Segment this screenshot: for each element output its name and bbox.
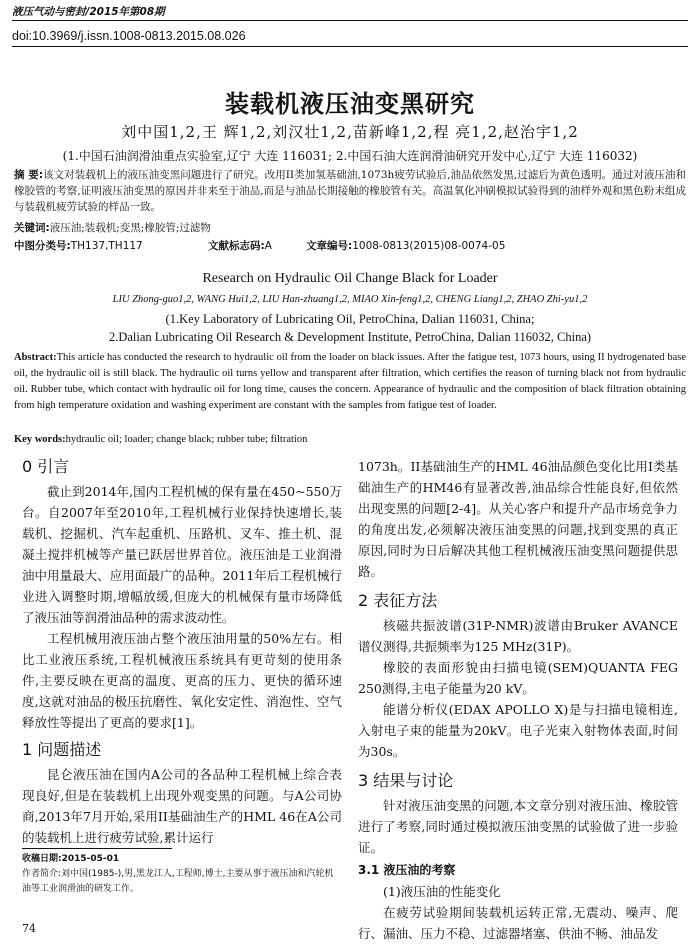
paragraph: 昆仑液压油在国内A公司的各品种工程机械上综合表现良好,但是在装载机上出现外观变黑的问题。与A公司协商,2013年7月开始,采用II基础油生产的HML 46在A公司的装载机上进行疲劳试验,累计运行 [22,767,342,845]
paragraph: (1)液压油的性能变化 [383,884,501,899]
english-keywords-text: hydraulic oil; loader; change black; rubber tube; filtration [65,434,308,445]
section-heading-0: 0 引言 [22,457,70,476]
keywords-cn-label: 关键词: [14,222,50,234]
paragraph: 能谱分析仪(EDAX APOLLO X)是与扫描电镜相连,入射电子束的能量为20kV。电子光束入射物体表面,时间为30s。 [358,702,678,759]
journal-header: 液压气动与密封/2015年第08期 [12,6,165,18]
right-column [358,456,678,944]
english-authors: LIU Zhong-guo1,2, WANG Hui1,2, LIU Han-zhuang1,2, MIAO Xin-feng1,2, CHENG Liang1,2, ZHAO Zhi-yu1,2 [112,294,588,305]
section-heading-1: 1 问题描述 [22,740,102,759]
article-no-line [306,238,505,253]
page-number: 74 [22,922,36,935]
authors-cn: 刘中国1,2,王 辉1,2,刘汉壮1,2,苗新峰1,2,程 亮1,2,赵治宇1,2 [121,123,579,141]
section-heading-2: 2 表征方法 [358,591,438,610]
doi-rule [12,46,688,47]
paragraph: 工程机械用液压油占整个液压油用量的50%左右。相比工业液压系统,工程机械液压系统具有更苛刻的使用条件,主要反映在更高的温度、更高的压力、更快的循环速度,这就对油品的极压抗磨性、氧化安定性、消泡性、空气释放性等提出了更高的要求[1]。 [22,631,342,730]
paragraph: 橡胶的表面形貌由扫描电镜(SEM)QUANTA FEG 250测得,主电子能量为20 kV。 [358,660,678,696]
paragraph: 截止到2014年,国内工程机械的保有量在450~550万台。自2007年至2010年,工程机械行业保持快速增长,装载机、挖掘机、汽车起重机、压路机、叉车、推土机、混凝土搅拌机械等产量已跃居世界首位。液压油是工业润滑油中用量最大、应用面最广的品种。2011年后工程机械行业进入调整时期,增幅放缓,但庞大的机械保有量市场降低了液压油等润滑油品种的需求波动性。 [22,484,342,625]
abstract-cn-label: 摘 要: [14,169,44,181]
doi: doi:10.3969/j.issn.1008-0813.2015.08.026 [12,29,246,43]
doc-code: A [264,240,272,252]
footnote-rule [22,848,172,849]
header-rule [12,20,688,21]
paragraph: 核磁共振波谱(31P-NMR)波谱由Bruker AVANCE谱仪测得,共振频率为125 MHz(31P)。 [358,618,678,654]
english-abstract-text: This article has conducted the research to hydraulic oil from the loader on black issues. After the fatigue test, 1073 hours, using II hydrogenated base oil, the hydraulic oil is still black. The hydraulic oil turns yellow and transparent after filtration, which certifies the reason of turning black not from hydraulic oil. Rubber tube, which contact with hydraulic oil for long time, causes the concern. Appearance of hydraulic and the composition of black filtration obtaining from high temperature oxidation and washing experiment are constant with the samples from fatigue test of loader. [14,352,686,411]
keywords-cn [14,221,686,237]
english-keywords [14,432,686,448]
abstract-cn-text: 该文对装载机上的液压油变黑问题进行了研究。改用II类加氢基础油,1073h疲劳试验后,油品依然发黑,过滤后为黄色透明。通过对液压油和橡胶管的考察,证明液压油变黑的原因并非来至于油品,而是与油品长期接触的橡胶管有关。高温氧化冲刷模拟试验得到的油样外观和黑色粉末组成与装载机疲劳试验的样品一致。 [14,169,686,213]
english-abstract-label: Abstract: [14,352,57,363]
paragraph: 在疲劳试验期间装载机运转正常,无震动、噪声、爬行、漏油、压力不稳、过滤器堵塞、供油不畅、油品发 [358,905,678,941]
author-bio: 作者简介:刘中国(1985-),男,黑龙江人,工程师,博士,主要从事于液压油和汽轮机油等工业润滑油的研发工作。 [22,869,334,894]
paragraph: 针对液压油变黑的问题,本文章分别对液压油、橡胶管进行了考察,同时通过模拟液压油变黑的试验做了进一步验证。 [358,798,678,855]
doc-code-line [208,238,272,253]
left-column [22,456,342,848]
paragraph: 1073h。II基础油生产的HML 46油品颜色变化比用I类基础油生产的HM46有显著改善,油品综合性能良好,但依然出现变黑的问题[2-4]。从关心客户和提升产品市场竞争力的角度出发,必须解决液压油变黑的问题,找到变黑的真正原因,同时为日后解决其他工程机械液压油变黑问题提供思路。 [358,459,678,579]
received-date: 收稿日期:2015-05-01 [22,854,120,864]
keywords-cn-text: 液压油;装载机;变黑;橡胶管;过滤物 [49,222,211,234]
english-abstract [14,350,686,414]
subsection-heading-3-1: 3.1 液压油的考察 [358,863,456,877]
paper-title: 装载机液压油变黑研究 [225,90,475,118]
english-title: Research on Hydraulic Oil Change Black for Loader [202,271,498,286]
clc-code: TH137,TH117 [70,240,143,252]
english-keywords-label: Key words: [14,434,66,445]
footnote [22,852,340,897]
section-heading-3: 3 结果与讨论 [358,771,454,790]
affiliation-cn: (1.中国石油润滑油重点实验室,辽宁 大连 116031; 2.中国石油大连润滑油研究开发中心,辽宁 大连 116032) [62,149,638,163]
classification-line [14,238,143,253]
english-affiliation-1: (1.Key Laboratory of Lubricating Oil, PetroChina, Dalian 116031, China; [165,312,535,326]
article-label: 文章编号: [306,240,353,252]
english-affiliation-2: 2.Dalian Lubricating Oil Research & Development Institute, PetroChina, Dalian 116032, China) [108,330,592,344]
clc-label: 中图分类号: [14,240,71,252]
article-code: 1008-0813(2015)08-0074-05 [352,240,506,252]
doc-label: 文献标志码: [208,240,265,252]
abstract-cn [14,168,686,215]
